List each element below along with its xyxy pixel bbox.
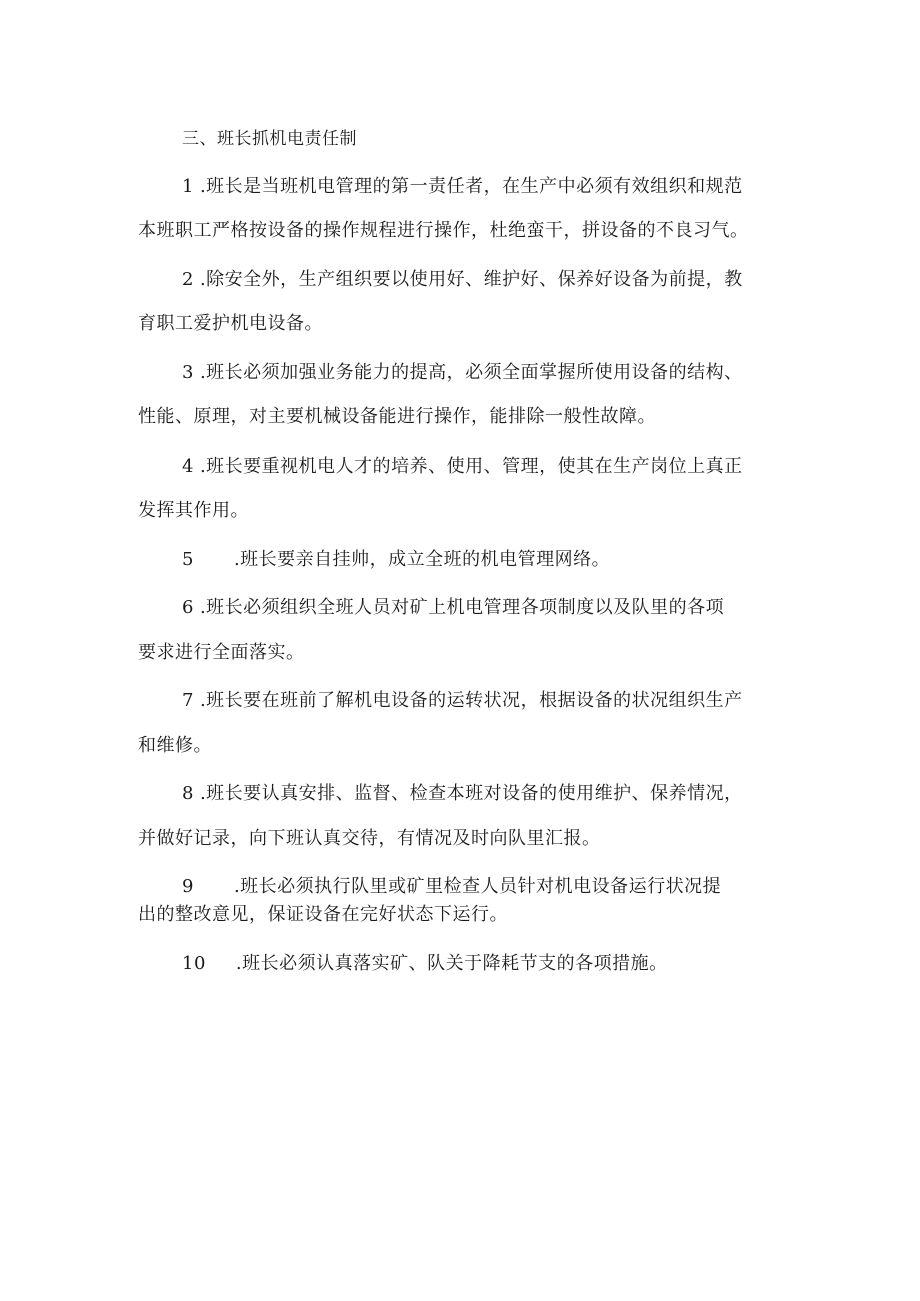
item-text: .除安全外，生产组织要以使用好、维护好、保养好设备为前提，教: [199, 269, 743, 290]
item-number: 5: [182, 549, 194, 570]
item-number: 10: [182, 953, 206, 974]
item-number: 9: [182, 876, 194, 897]
item-number: 1: [182, 176, 194, 197]
item-text: .班长要重视机电人才的培养、使用、管理，使其在生产岗位上真正: [199, 456, 743, 477]
item-text: .班长必须执行队里或矿里检查人员针对机电设备运行状况提: [233, 876, 722, 897]
item-number: 7: [182, 690, 194, 711]
item-number: 8: [182, 783, 194, 804]
item-2-first-line: [182, 268, 743, 292]
item-9-continuation: 出的整改意见，保证设备在完好状态下运行。: [138, 904, 508, 925]
item-2-continuation: 育职工爱护机电设备。: [138, 313, 323, 334]
item-9-first-line: [182, 875, 721, 899]
item-number: 3: [182, 362, 194, 383]
item-text: .班长必须加强业务能力的提高，必须全面掌握所使用设备的结构、: [199, 362, 743, 383]
item-6-first-line: [182, 596, 724, 620]
item-text: .班长是当班机电管理的第一责任者，在生产中必须有效组织和规范: [199, 176, 743, 197]
item-10-first-line: [182, 952, 668, 976]
item-text: .班长必须认真落实矿、队关于降耗节支的各项措施。: [235, 953, 668, 974]
item-1-first-line: [182, 175, 743, 199]
item-text: .班长要亲自挂帅，成立全班的机电管理网络。: [233, 549, 611, 570]
item-4-first-line: [182, 455, 743, 479]
item-4-continuation: 发挥其作用。: [138, 500, 249, 521]
item-3-continuation: 性能、原理，对主要机械设备能进行操作，能排除一般性故障。: [138, 406, 656, 427]
item-8-continuation: 并做好记录，向下班认真交待，有情况及时向队里汇报。: [138, 828, 601, 849]
section-heading: 三、班长抓机电责任制: [182, 129, 357, 149]
item-text: .班长必须组织全班人员对矿上机电管理各项制度以及队里的各项: [199, 597, 725, 618]
item-6-continuation: 要求进行全面落实。: [138, 642, 305, 663]
item-1-continuation: 本班职工严格按设备的操作规程进行操作，杜绝蛮干，拼设备的不良习气。: [138, 220, 749, 241]
item-number: 4: [182, 456, 194, 477]
item-5-first-line: [182, 548, 610, 572]
item-3-first-line: [182, 361, 743, 385]
item-text: .班长要认真安排、监督、检查本班对设备的使用维护、保养情况，: [199, 783, 743, 804]
item-8-first-line: [182, 782, 743, 806]
item-text: .班长要在班前了解机电设备的运转状况，根据设备的状况组织生产: [199, 690, 743, 711]
item-7-continuation: 和维修。: [138, 735, 212, 756]
item-number: 2: [182, 269, 194, 290]
item-7-first-line: [182, 689, 743, 713]
item-number: 6: [182, 597, 194, 618]
